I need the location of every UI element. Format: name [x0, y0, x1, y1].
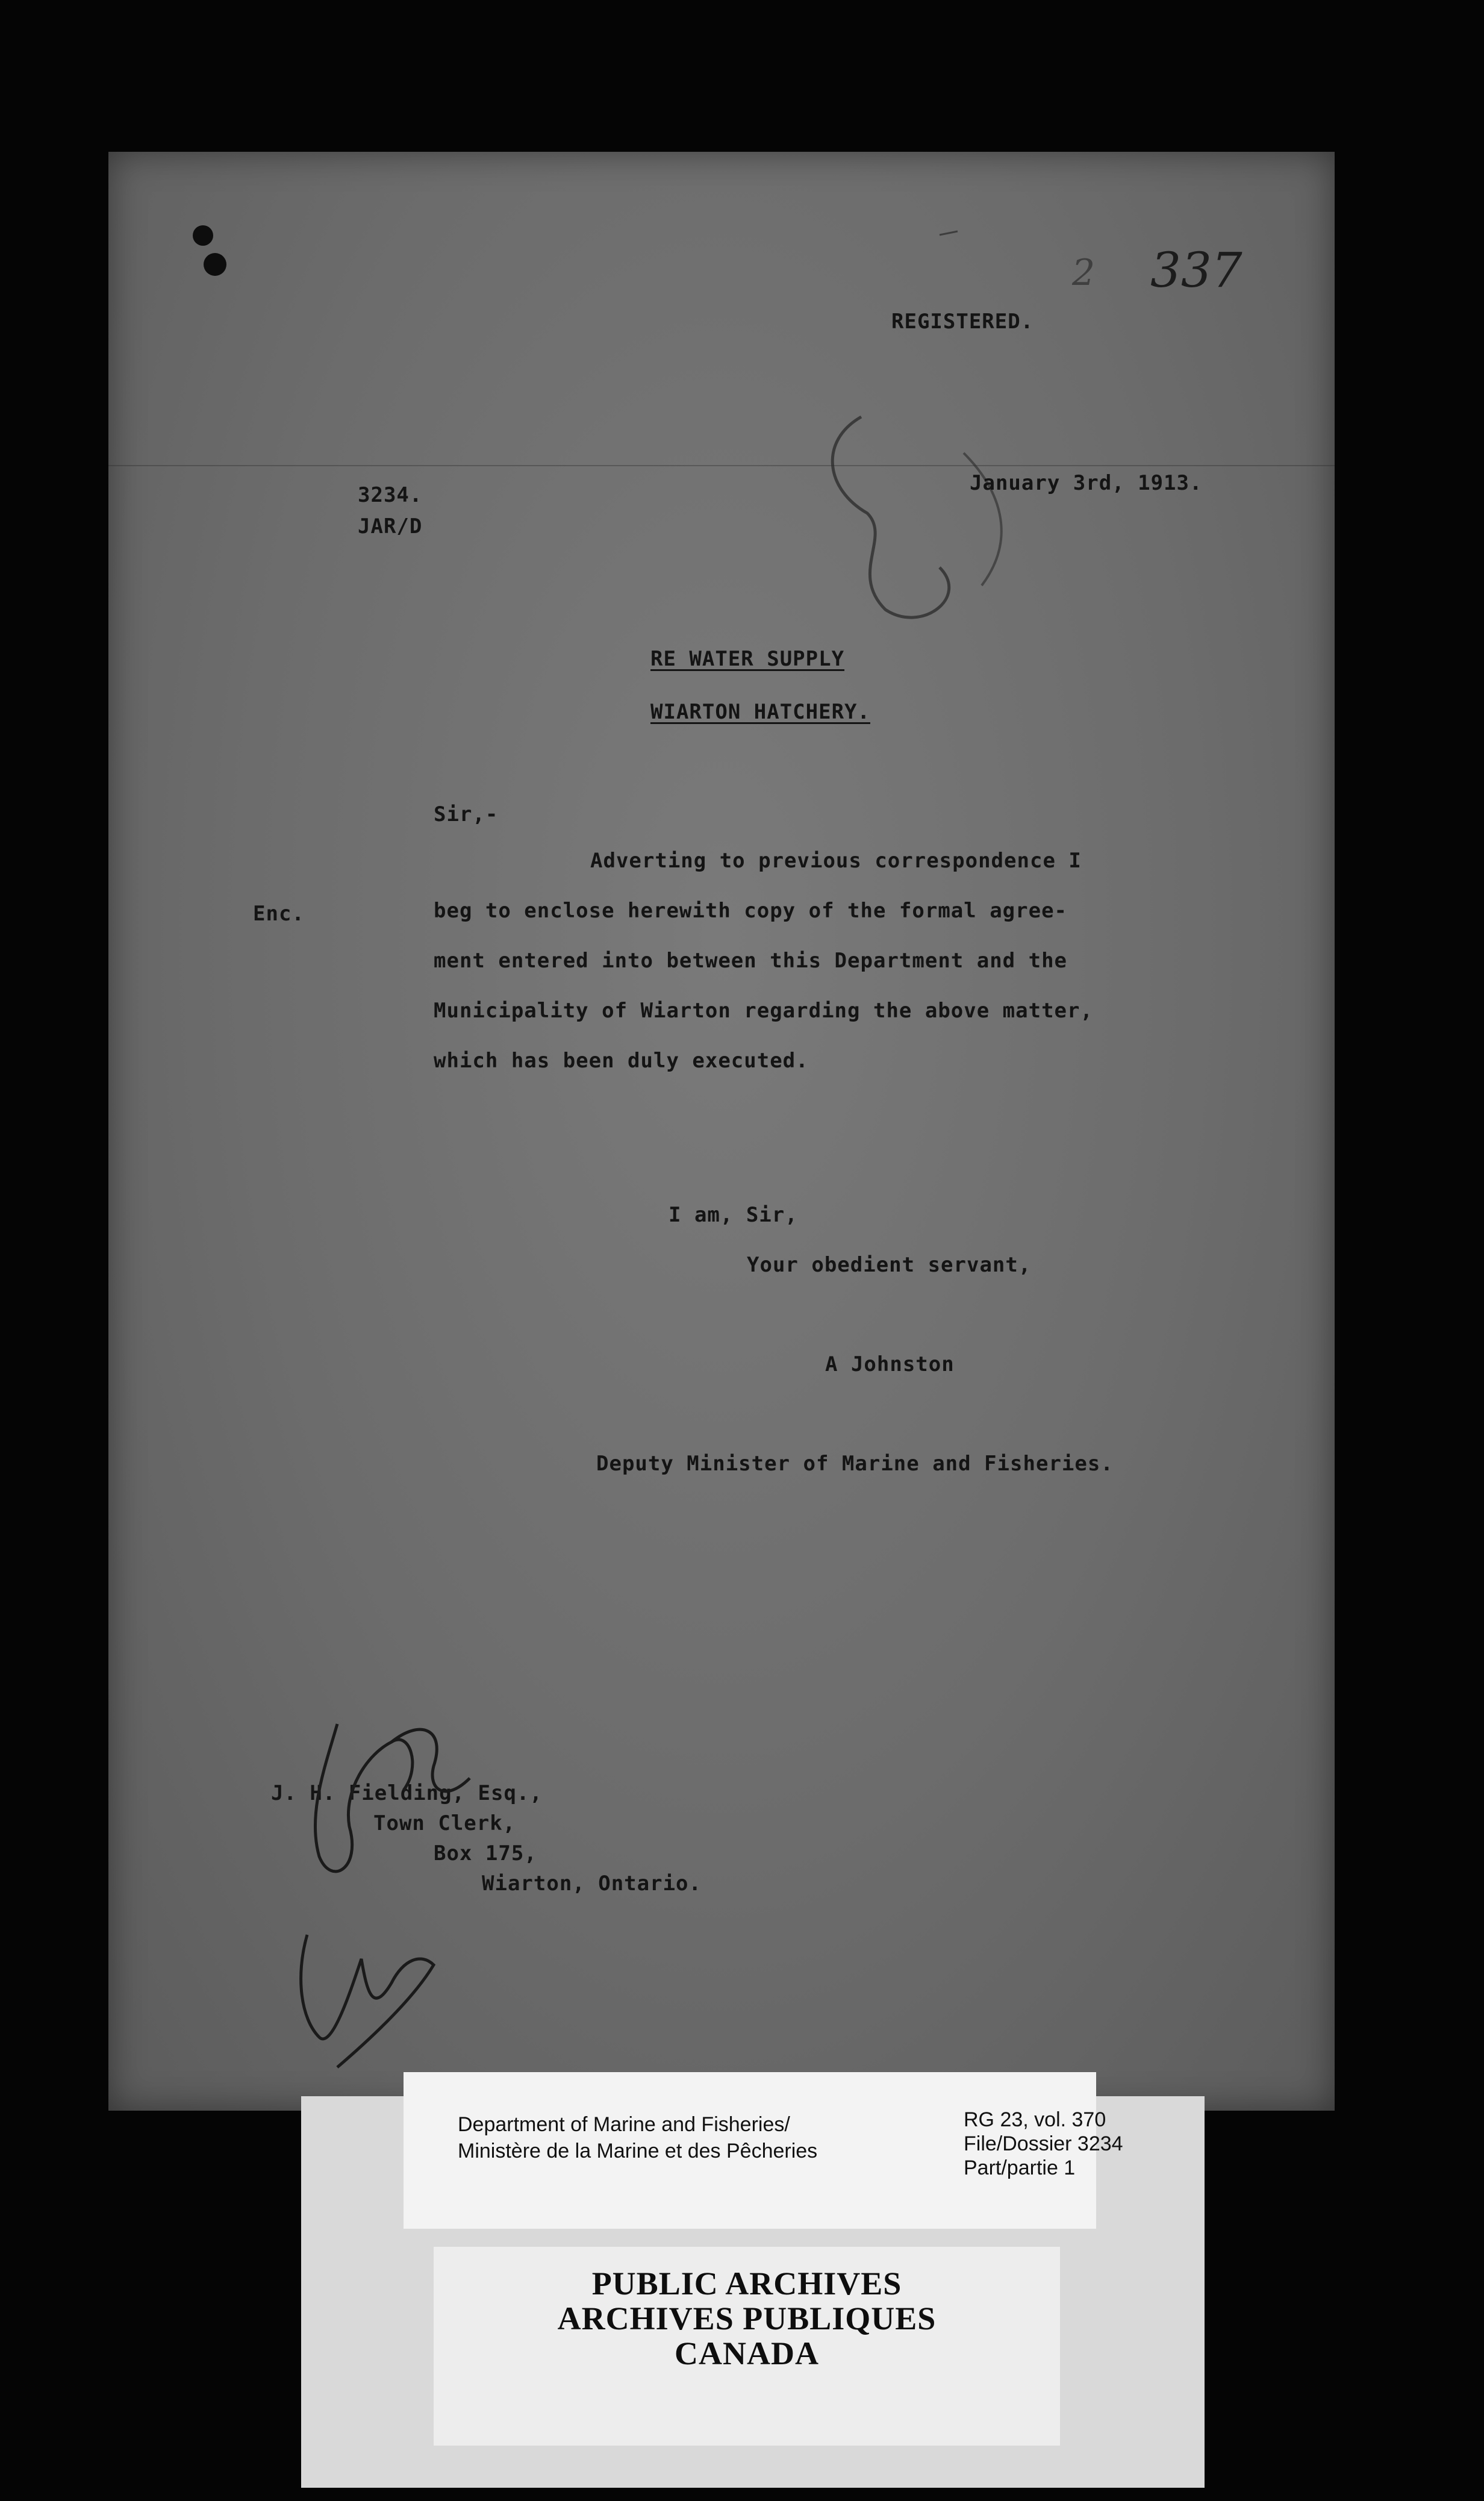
- archive-mount: [301, 2072, 1205, 2488]
- body-line: beg to enclose herewith copy of the formal agree-: [434, 899, 1068, 923]
- record-group: RG 23, vol. 370: [964, 2108, 1106, 2131]
- addressee-line: Town Clerk,: [373, 1811, 516, 1835]
- addressee-line: Box 175,: [434, 1841, 537, 1866]
- file-number: 3234.: [358, 483, 423, 507]
- letter-page: [108, 152, 1335, 2111]
- department-french: Ministère de la Marine et des Pêcheries: [458, 2140, 818, 2162]
- closing-line-2: Your obedient servant,: [747, 1253, 1032, 1277]
- enclosure-note: Enc.: [253, 902, 305, 926]
- salutation: Sir,-: [434, 802, 499, 826]
- folio-prefix: 2: [1072, 252, 1096, 294]
- handwritten-initials: [108, 152, 1335, 2111]
- addressee-line: J. H. Fielding, Esq.,: [271, 1781, 543, 1805]
- signature-name: A Johnston: [825, 1352, 955, 1376]
- subject-line-1: RE WATER SUPPLY: [650, 647, 845, 671]
- signatory-title: Deputy Minister of Marine and Fisheries.: [596, 1452, 1114, 1476]
- archives-line-1: PUBLIC ARCHIVES: [591, 2265, 902, 2302]
- body-line: which has been duly executed.: [434, 1049, 809, 1073]
- letter-date: January 3rd, 1913.: [970, 471, 1203, 495]
- reference-initials: JAR/D: [358, 514, 423, 539]
- registered-stamp: REGISTERED.: [891, 310, 1034, 334]
- archives-line-2: ARCHIVES PUBLIQUES: [557, 2300, 937, 2337]
- body-line: Municipality of Wiarton regarding the above matter,: [434, 999, 1093, 1023]
- part-partie: Part/partie 1: [964, 2156, 1076, 2179]
- department-english: Department of Marine and Fisheries/: [458, 2113, 790, 2136]
- folio-number: 337: [1150, 242, 1242, 298]
- body-line: ment entered into between this Department and the: [434, 949, 1068, 973]
- file-dossier: File/Dossier 3234: [964, 2132, 1123, 2155]
- archives-line-3: CANADA: [675, 2335, 819, 2371]
- archive-label: [404, 2072, 1123, 2229]
- closing-line-1: I am, Sir,: [669, 1203, 798, 1227]
- addressee-line: Wiarton, Ontario.: [482, 1872, 702, 1896]
- body-line: Adverting to previous correspondence I: [590, 849, 1082, 873]
- public-archives-stamp: [434, 2247, 1060, 2446]
- subject-line-2: WIARTON HATCHERY.: [650, 700, 870, 724]
